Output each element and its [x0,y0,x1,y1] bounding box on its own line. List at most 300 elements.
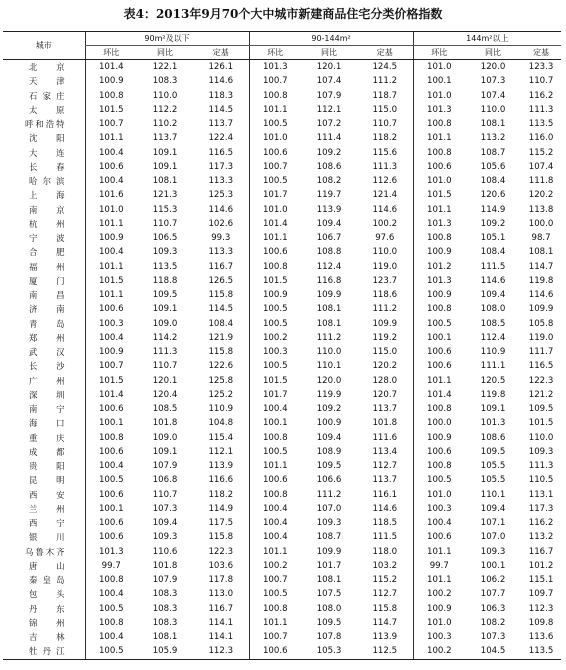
value-cell-yoy: 109.0 [152,432,178,443]
value-cell-mom: 101.4 [85,388,137,402]
city-name-cell [3,616,85,630]
value-cell-mom: 101.7 [249,388,301,402]
value-cell-mom: 100.8 [413,402,465,416]
city-char: 阳 [56,461,65,471]
city-name [3,288,85,302]
city-char: 连 [56,147,65,158]
value-cell-base: 116.5 [208,147,234,158]
value-cell-yoy: 112.4 [480,332,506,343]
city-char: 波 [56,233,65,243]
city-name [3,530,85,544]
city-char: 口 [56,418,65,429]
city-name-cell [3,188,85,202]
city-char: 杭 [29,218,38,229]
city-char: 太 [29,104,38,115]
city-char: 天 [29,76,38,87]
table-row [3,60,561,75]
value-cell-mom: 101.5 [85,374,137,388]
value-cell-yoy: 120.6 [480,190,506,201]
value-cell-yoy: 109.1 [152,446,178,457]
value-cell-mom: 100.4 [85,245,137,259]
value-cell-mom: 100.6 [249,473,301,487]
city-name [3,459,85,473]
city-char: 西 [29,489,38,500]
value-cell-base: 114.7 [372,617,398,628]
city-name [3,89,85,103]
value-cell-base: 113.9 [208,461,234,471]
value-cell-base: 126.1 [208,62,234,72]
value-cell-base: 110.9 [208,404,234,414]
value-cell-mom: 100.9 [413,288,465,302]
value-cell-yoy: 108.2 [480,617,506,628]
value-cell-base: 117.8 [208,575,234,585]
city-char: 牡 [29,646,38,657]
city-name [3,131,85,145]
city-char: 庄 [56,90,65,101]
value-cell-mom: 101.0 [413,60,465,75]
table-row [3,459,561,473]
value-cell-base: 111.3 [528,104,554,115]
value-cell-base: 117.3 [208,161,234,172]
city-name [3,331,85,345]
value-cell-mom: 100.8 [85,616,137,630]
value-cell-base: 111.7 [528,347,554,357]
city-name-cell [3,74,85,88]
value-cell-mom: 100.1 [85,416,137,430]
value-cell-mom: 100.5 [249,174,301,188]
value-cell-base: 114.6 [372,204,398,215]
value-cell-mom: 100.9 [249,288,301,302]
city-char: 州 [56,617,65,628]
value-cell-base: 111.2 [372,304,398,315]
table-row [3,516,561,530]
value-cell-base: 113.7 [372,475,398,486]
value-cell-yoy: 114.6 [480,275,506,286]
value-cell-yoy: 119.8 [480,389,506,400]
value-cell-mom: 100.7 [249,573,301,587]
city-name [3,402,85,416]
table-row [3,117,561,131]
sub-header-base: 定基 [521,46,561,60]
value-cell-mom: 101.4 [85,60,137,75]
value-cell-yoy: 107.0 [480,532,506,543]
value-cell-yoy: 107.1 [480,518,506,528]
value-cell-base: 113.5 [521,644,561,659]
city-char: 包 [29,589,38,600]
value-cell-mom: 101.0 [249,131,301,145]
value-cell-mom: 101.5 [249,374,301,388]
value-cell-mom: 100.4 [85,331,137,345]
value-cell-yoy: 114.9 [480,204,506,215]
value-cell-base: 117.5 [208,518,234,528]
city-char: 合 [29,247,38,258]
value-cell-mom: 100.6 [413,345,465,359]
value-cell-base: 121.4 [372,190,398,201]
value-cell-mom: 101.3 [413,274,465,288]
city-char: 石 [29,90,38,101]
city-char: 州 [56,261,65,272]
value-cell-mom: 101.1 [413,374,465,388]
city-name-cell [3,89,85,103]
value-cell-yoy: 108.1 [152,632,178,642]
value-cell-yoy: 112.4 [316,261,342,272]
table-row [3,146,561,160]
city-name-cell [3,317,85,331]
value-cell-base: 115.8 [208,532,234,543]
value-cell-mom: 100.4 [85,146,137,160]
value-cell-mom: 100.6 [249,245,301,259]
city-char: 济 [29,304,38,315]
value-cell-mom: 100.4 [413,516,465,530]
value-cell-base: 109.7 [528,589,554,600]
value-cell-yoy: 106.8 [152,475,178,486]
value-cell-mom: 100.3 [85,317,137,331]
value-cell-yoy: 109.1 [480,404,506,414]
sub-header-mom: 环比 [413,46,465,60]
value-cell-base: 112.7 [372,589,398,600]
value-cell-base: 118.6 [372,290,398,300]
value-cell-mom: 100.8 [249,488,301,502]
city-name-cell [3,388,85,402]
city-char: 州 [56,375,65,386]
value-cell-base: 124.5 [372,62,398,72]
value-cell-mom: 100.1 [413,74,465,88]
value-cell-yoy: 107.9 [316,90,342,101]
value-cell-yoy: 109.5 [480,446,506,457]
value-cell-yoy: 107.9 [152,575,178,585]
value-cell-yoy: 104.5 [465,644,521,659]
value-cell-base: 114.6 [372,503,398,514]
city-char: 银 [29,532,38,543]
city-name-cell [3,146,85,160]
sub-header-yoy: 同比 [301,46,357,60]
value-cell-yoy: 101.3 [480,418,506,429]
value-cell-mom: 101.5 [85,103,137,117]
value-cell-mom: 101.0 [85,203,137,217]
value-cell-base: 114.6 [208,204,234,215]
value-cell-base: 113.3 [208,176,234,186]
city-name [3,74,85,88]
value-cell-base: 112.1 [208,446,234,457]
value-cell-yoy: 111.2 [316,489,342,500]
city-char: 西 [29,518,38,528]
value-cell-mom: 101.7 [249,188,301,202]
city-char: 京 [56,62,65,72]
group-header-small: 90m²及以下 [85,32,249,46]
value-cell-base: 115.2 [528,147,554,158]
value-cell-mom: 100.9 [85,231,137,245]
value-cell-mom: 101.4 [413,388,465,402]
value-cell-yoy: 101.8 [152,560,178,571]
value-cell-base: 121.9 [208,332,234,343]
value-cell-yoy: 112.1 [316,104,342,115]
table-row [3,530,561,544]
value-cell-yoy: 107.3 [480,632,506,642]
city-name-cell [3,117,85,131]
value-cell-mom: 100.5 [413,317,465,331]
city-name [3,473,85,487]
city-char: 武 [29,347,38,357]
city-char: 秦 [29,575,38,585]
value-cell-mom: 100.9 [413,431,465,445]
value-cell-base: 112.6 [372,176,398,186]
table-row [3,203,561,217]
city-name-cell [3,302,85,316]
value-cell-yoy: 108.3 [152,617,178,628]
group-header-large: 144m²以上 [413,32,561,46]
city-name-cell [3,445,85,459]
value-cell-base: 116.7 [208,603,234,614]
value-cell-mom: 100.6 [249,644,301,659]
value-cell-yoy: 120.4 [152,389,178,400]
value-cell-yoy: 107.3 [152,503,178,514]
table-body [3,60,561,660]
value-cell-mom: 100.7 [85,117,137,131]
city-name [3,516,85,530]
city-char: 厦 [29,275,38,286]
value-cell-yoy: 108.1 [316,575,342,585]
city-name [3,374,85,388]
value-cell-mom: 100.2 [249,559,301,573]
city-name [3,245,85,259]
table-row [3,302,561,316]
value-cell-mom: 100.1 [249,416,301,430]
city-name-cell [3,488,85,502]
city-char: 沈 [29,133,38,144]
value-cell-mom: 101.1 [85,288,137,302]
value-cell-mom: 100.3 [413,630,465,644]
value-cell-base: 118.7 [372,90,398,101]
sub-header-yoy: 同比 [465,46,521,60]
city-char: 鲁 [35,546,44,557]
value-cell-yoy: 122.1 [152,62,178,72]
value-cell-mom: 101.0 [249,203,301,217]
value-cell-base: 113.9 [372,632,398,642]
table-row [3,331,561,345]
value-cell-base: 108.1 [528,247,554,258]
value-cell-mom: 101.1 [413,203,465,217]
city-char: 岛 [56,575,65,585]
value-cell-base: 110.7 [372,119,398,129]
value-cell-base: 114.5 [208,104,234,115]
city-char: 尔 [42,176,51,186]
value-cell-base: 114.1 [208,632,234,642]
city-name [3,545,85,559]
value-cell-base: 121.2 [528,389,554,400]
value-cell-base: 119.2 [372,332,398,343]
value-cell-base: 114.7 [528,261,554,272]
city-char: 昆 [29,475,38,486]
value-cell-base: 109.9 [528,304,554,315]
table-row [3,559,561,573]
value-cell-base: 120.2 [372,361,398,372]
city-name [3,345,85,359]
value-cell-base: 111.3 [372,161,398,172]
value-cell-base: 119.0 [528,332,554,343]
value-cell-mom: 100.2 [413,644,465,659]
value-cell-base: 114.6 [528,290,554,300]
value-cell-base: 100.2 [372,218,398,229]
value-cell-mom: 100.7 [85,359,137,373]
city-char: 长 [29,161,38,172]
value-cell-yoy: 106.3 [480,603,506,614]
city-name-cell [3,559,85,573]
value-cell-mom: 101.1 [413,573,465,587]
value-cell-yoy: 108.0 [316,603,342,614]
value-cell-mom: 101.1 [85,131,137,145]
city-char: 家 [42,90,51,101]
value-cell-mom: 100.6 [85,160,137,174]
table-row [3,288,561,302]
city-name [3,644,85,658]
city-name-cell [3,473,85,487]
value-cell-mom: 100.6 [249,146,301,160]
value-cell-mom: 100.8 [249,431,301,445]
value-cell-base: 115.4 [208,432,234,443]
city-char: 唐 [29,560,38,571]
value-cell-mom: 100.5 [85,602,137,616]
value-cell-yoy: 107.4 [316,76,342,87]
value-cell-base: 125.3 [208,190,234,201]
city-char: 青 [29,318,38,329]
value-cell-base: 113.5 [528,119,554,129]
table-row [3,274,561,288]
table-row [3,616,561,630]
value-cell-mom: 101.1 [249,459,301,473]
city-name [3,317,85,331]
value-cell-base: 101.2 [528,560,554,571]
value-cell-mom: 100.4 [249,516,301,530]
value-cell-base: 113.4 [372,446,398,457]
value-cell-yoy: 108.4 [480,247,506,258]
value-cell-mom: 101.2 [413,260,465,274]
value-cell-base: 110.0 [372,247,398,258]
value-cell-yoy: 108.1 [316,304,342,315]
value-cell-mom: 101.3 [413,217,465,231]
city-name-cell [3,231,85,245]
value-cell-mom: 100.8 [413,459,465,473]
value-cell-base: 111.6 [372,432,398,443]
value-cell-yoy: 120.1 [152,375,178,386]
value-cell-mom: 100.7 [249,160,301,174]
value-cell-yoy: 115.3 [152,204,178,215]
city-name-cell [3,602,85,616]
value-cell-mom: 101.3 [249,60,301,75]
city-char: 京 [56,204,65,215]
city-char: 宁 [29,233,38,243]
city-char: 长 [29,361,38,372]
value-cell-base: 116.7 [208,261,234,272]
value-cell-mom: 100.6 [85,302,137,316]
value-cell-yoy: 113.9 [316,204,342,215]
value-cell-yoy: 111.3 [152,347,178,357]
value-cell-yoy: 111.2 [316,332,342,343]
value-cell-base: 128.0 [372,375,398,386]
value-cell-base: 118.2 [208,489,234,500]
value-cell-yoy: 108.2 [316,176,342,186]
city-name-cell [3,288,85,302]
value-cell-yoy: 109.0 [152,318,178,329]
value-cell-mom: 100.9 [85,345,137,359]
value-cell-yoy: 107.8 [316,632,342,642]
value-cell-yoy: 110.0 [480,104,506,115]
city-name [3,559,85,573]
city-char: 上 [29,190,38,201]
value-cell-yoy: 110.7 [152,489,178,500]
city-char: 皇 [42,575,51,585]
value-cell-yoy: 110.7 [152,218,178,229]
value-cell-mom: 100.8 [413,231,465,245]
value-cell-mom: 100.5 [249,359,301,373]
value-cell-base: 115.1 [528,575,554,585]
city-char: 贵 [29,461,38,471]
value-cell-mom: 100.8 [85,431,137,445]
value-cell-mom: 100.4 [85,587,137,601]
value-cell-mom: 100.4 [249,502,301,516]
city-char: 江 [56,646,65,657]
value-cell-yoy: 108.3 [152,76,178,87]
value-cell-yoy: 111.1 [480,361,506,372]
value-cell-base: 116.7 [528,546,554,557]
city-name-cell [3,402,85,416]
city-char: 锦 [29,617,38,628]
city-char: 乌 [25,546,34,557]
city-name-cell [3,203,85,217]
city-name-cell [3,359,85,373]
value-cell-yoy: 120.1 [316,62,342,72]
city-char: 圳 [56,389,65,400]
city-char: 海 [29,418,38,429]
price-index-table [3,31,561,660]
city-char: 昌 [56,290,65,300]
value-cell-yoy: 109.3 [152,532,178,543]
value-cell-yoy: 109.3 [316,518,342,528]
value-cell-yoy: 116.8 [316,275,342,286]
value-cell-base: 112.5 [357,644,413,659]
value-cell-base: 115.0 [372,347,398,357]
city-char: 山 [56,560,65,571]
value-cell-yoy: 119.9 [316,389,342,400]
city-char: 南 [29,404,38,414]
value-cell-base: 112.3 [528,603,554,614]
table-row [3,374,561,388]
city-name-cell [3,416,85,430]
value-cell-mom: 101.1 [85,217,137,231]
value-cell-base: 100.0 [528,218,554,229]
value-cell-yoy: 107.7 [480,589,506,600]
table-row [3,573,561,587]
city-name [3,188,85,202]
table-row [3,89,561,103]
city-name [3,388,85,402]
value-cell-yoy: 107.9 [152,461,178,471]
city-char: 庆 [56,432,65,443]
value-cell-mom: 100.5 [85,473,137,487]
table-row [3,359,561,373]
sub-header-mom: 环比 [249,46,301,60]
city-char: 大 [29,147,38,158]
city-char: 齐 [56,546,65,557]
value-cell-mom: 100.6 [85,488,137,502]
city-char: 海 [56,190,65,201]
city-char: 头 [56,589,65,600]
city-char: 南 [29,204,38,215]
value-cell-mom: 100.6 [413,530,465,544]
value-cell-yoy: 109.4 [316,432,342,443]
value-cell-yoy: 107.3 [480,76,506,87]
table-row [3,431,561,445]
value-cell-base: 113.1 [528,489,554,500]
